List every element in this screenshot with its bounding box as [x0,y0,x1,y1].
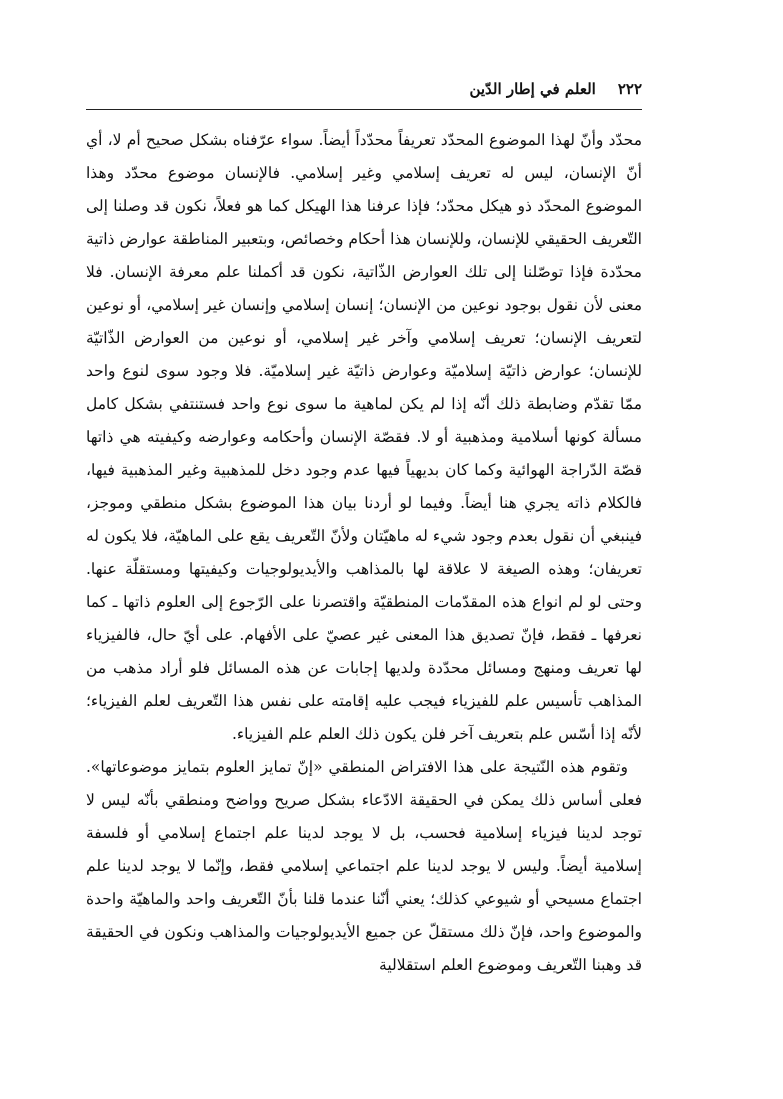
page-number: ٢٢٢ [617,80,642,98]
body-text [86,124,642,982]
header-rule [86,109,642,110]
paragraph-2: وتقوم هذه النّتيجة على هذا الافتراض المنطقي «إنّ تمايز العلوم بتمايز موضوعاتها». فعلى أساس ذلك يمكن في الحقيقة الادّعاء بشكل صريح وواضح ومنطقي بأنّه ليس لا توجد لدينا فيزياء إسلامية فحسب، بل لا يوجد لدينا علم اجتماع إسلامي أو فلسفة إسلامية أيضاً. وليس لا يوجد لدينا علم اجتماعي إسلامي فقط، وإنّما لا يوجد لدينا علم اجتماع مسيحي أو شيوعي كذلك؛ يعني أنّنا عندما قلنا بأنّ التّعريف واحد والماهيّة واحدة والموضوع واحد، فإنّ ذلك مستقلّ عن جميع الأيديولوجيات والمذاهب ونكون في الحقيقة قد وهبنا التّعريف وموضوع العلم استقلالية [86,758,642,974]
book-title: العلم في إطار الدّين [469,80,596,98]
running-head [86,80,642,104]
paragraph-1: محدّد وأنّ لهذا الموضوع المحدّد تعريفاً محدّداً أيضاً. سواء عرّفناه بشكل صحيح أم لا، أي أنّ الإنسان، ليس له تعريف إسلامي وغير إسلامي. فالإنسان موضوع محدّد وهذا الموضوع المحدّد ذو هيكل محدّد؛ فإذا عرفنا هذا الهيكل كما هو فعلاً، نكون قد وصلنا إلى التّعريف الحقيقي للإنسان، وللإنسان هذا أحكام وخصائص، وبتعبير المناطقة عوارض ذاتية محدّدة فإذا توصّلنا إلى تلك العوارض الذّاتية، نكون قد أكملنا علم معرفة الإنسان. فلا معنى لأن نقول بوجود نوعين من الإنسان؛ إنسان إسلامي وإنسان غير إسلامي، أو نوعين لتعريف الإنسان؛ تعريف إسلامي وآخر غير إسلامي، أو نوعين من العوارض الذّاتيّة للإنسان؛ عوارض ذاتيّة إسلاميّة وعوارض ذاتيّة غير إسلاميّة. فلا وجود سوى لنوع واحد ممّا تقدّم وضابطة ذلك أنّه إذا لم يكن لماهية ما سوى نوع واحد فستنتفي بشكل كامل مسألة كونها أسلامية ومذهبية أو لا. فقصّة الإنسان وأحكامه وعوارضه وكيفيته هي ذاتها قصّة الدّراجة الهوائية وكما كان بديهياً فيها عدم وجود دخل للمذهبية وغير المذهبية فيها، فالكلام ذاته يجري هنا أيضاً. وفيما لو أردنا بيان هذا الموضوع بشكل منطقي وموجز، فينبغي أن نقول بعدم وجود شيء له ماهيّتان ولأنّ التّعريف يقع على الماهيّة، فلا يكون له تعريفان؛ وهذه الصيغة لا علاقة لها بالمذاهب والأيديولوجيات وكيفيتها ومستقلّة عنها. وحتى لو لم انواع هذه المقدّمات المنطقيّة واقتصرنا على الرّجوع إلى العلوم ذاتها ـ كما نعرفها ـ فقط، فإنّ تصديق هذا المعنى غير عصيّ على الأفهام. على أيّ حال، فالفيزياء لها تعريف ومنهج ومسائل محدّدة ولديها إجابات عن هذه المسائل فلو أراد مذهب من المذاهب تأسيس علم للفيزياء فيجب عليه إقامته على نفس هذا التّعريف لعلم الفيزياء؛ لأنّه إذا أسّس علم بتعريف آخر فلن يكون ذلك العلم علم الفيزياء. [86,131,642,743]
